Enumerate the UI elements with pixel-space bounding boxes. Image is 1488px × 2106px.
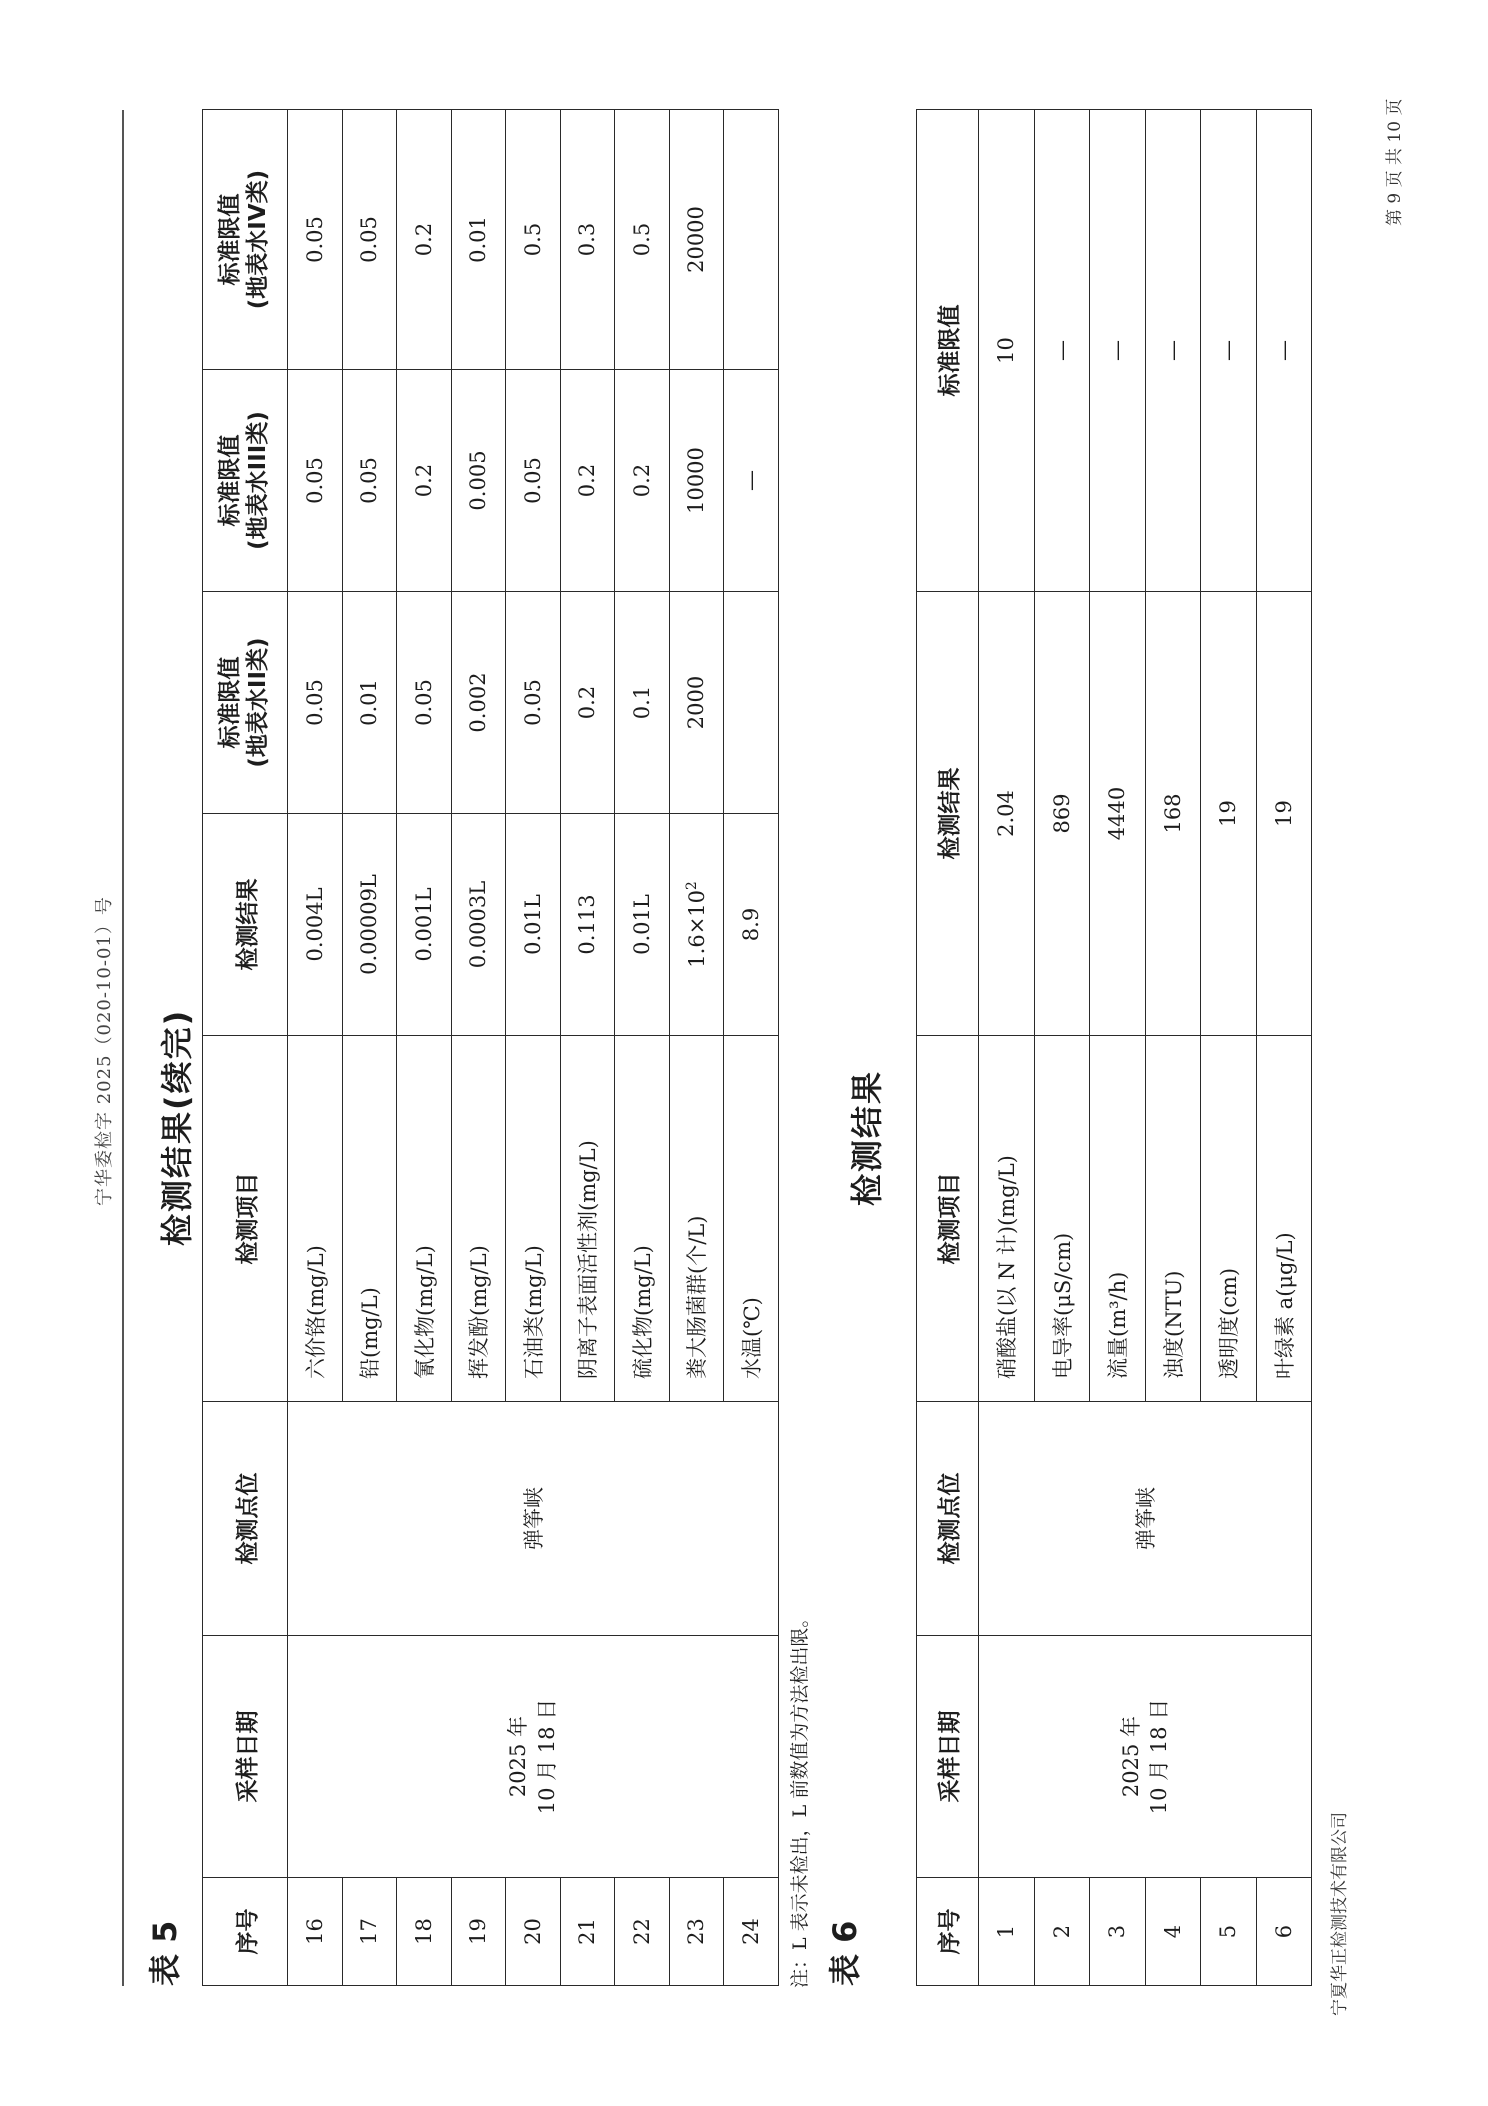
limit-class-ii: 0.05 — [288, 592, 343, 814]
col-header-result: 检测结果 — [203, 814, 288, 1036]
document-number: 宁华委检字 2025（020-10-01）号 — [94, 896, 115, 1206]
standard-limit: — — [1256, 110, 1312, 592]
limit-class-iv: 0.05 — [342, 110, 397, 370]
result-exponent: 2 — [683, 881, 700, 890]
col-header-item: 检测项目 — [203, 1036, 288, 1402]
test-item: 六价铬(mg/L) — [288, 1036, 343, 1402]
row-number: 18 — [397, 1878, 452, 1986]
test-result: 0.00009L — [342, 814, 397, 1036]
row-number: 21 — [560, 1878, 615, 1986]
limit-class-iii: 0.05 — [506, 370, 561, 592]
limit-class-iii: 0.05 — [342, 370, 397, 592]
limit-class-iii: 0.2 — [397, 370, 452, 592]
limit-class-ii — [724, 592, 779, 814]
limit-class-ii: 0.1 — [615, 592, 670, 814]
test-result: 19 — [1201, 592, 1257, 1036]
col-header-limit-ii: 标准限值 (地表水II类) — [203, 592, 288, 814]
limit-class-ii: 2000 — [669, 592, 724, 814]
standard-limit: — — [1145, 110, 1201, 592]
col-header-site: 检测点位 — [203, 1402, 288, 1636]
row-number: 5 — [1201, 1878, 1257, 1986]
test-item: 氰化物(mg/L) — [397, 1036, 452, 1402]
limit-class-iii: 0.2 — [560, 370, 615, 592]
table6-title: 检测结果 — [848, 1069, 886, 1206]
limit-class-ii: 0.2 — [560, 592, 615, 814]
row-number: 4 — [1145, 1878, 1201, 1986]
standard-limit: 10 — [979, 110, 1035, 592]
limit-class-iv: 0.3 — [560, 110, 615, 370]
limit-class-iv: 0.5 — [506, 110, 561, 370]
test-item: 石油类(mg/L) — [506, 1036, 561, 1402]
table5-note: 注：L 表示未检出，L 前数值为方法检出限。 — [789, 1608, 811, 1988]
test-result: 0.001L — [397, 814, 452, 1036]
test-item: 阴离子表面活性剂(mg/L) — [560, 1036, 615, 1402]
row-number: 19 — [451, 1878, 506, 1986]
limit-class-iii: 0.2 — [615, 370, 670, 592]
table-row — [979, 110, 1035, 1986]
test-result: 8.9 — [724, 814, 779, 1036]
table6-header-row — [917, 110, 979, 1986]
test-item: 流量(m³/h) — [1090, 1036, 1146, 1402]
limit-class-ii: 0.01 — [342, 592, 397, 814]
sample-site: 弹筝峡 — [979, 1402, 1312, 1636]
standard-limit: — — [1034, 110, 1090, 592]
table5-label: 表 5 — [146, 1920, 184, 1986]
test-item: 叶绿素 a(μg/L) — [1256, 1036, 1312, 1402]
standard-limit: — — [1090, 110, 1146, 592]
test-result: 0.01L — [506, 814, 561, 1036]
col-header-limit-iv: 标准限值 (地表水IV类) — [203, 110, 288, 370]
table6-label: 表 6 — [826, 1920, 864, 1986]
test-item: 水温(℃) — [724, 1036, 779, 1402]
test-item: 粪大肠菌群(个/L) — [669, 1036, 724, 1402]
limit-class-ii: 0.05 — [397, 592, 452, 814]
col-header-sample-date: 采样日期 — [203, 1636, 288, 1878]
footer-page-number: 第 9 页 共 10 页 — [1385, 98, 1405, 226]
row-number: 23 — [669, 1878, 724, 1986]
col-header-no: 序号 — [203, 1878, 288, 1986]
limit-class-iii: 0.005 — [451, 370, 506, 592]
row-number: 24 — [724, 1878, 779, 1986]
result-base: 1.6×10 — [684, 889, 709, 968]
col-header-result: 检测结果 — [917, 592, 979, 1036]
row-number: 2 — [1034, 1878, 1090, 1986]
test-item: 电导率(μS/cm) — [1034, 1036, 1090, 1402]
footer-company: 宁夏华正检测技术有限公司 — [1330, 1812, 1350, 2016]
row-number: 3 — [1090, 1878, 1146, 1986]
row-number: 22 — [615, 1878, 670, 1986]
test-result: 869 — [1034, 592, 1090, 1036]
test-result: 168 — [1145, 592, 1201, 1036]
test-item: 挥发酚(mg/L) — [451, 1036, 506, 1402]
col-header-limit-iii: 标准限值 (地表水III类) — [203, 370, 288, 592]
limit-class-iv: 0.05 — [288, 110, 343, 370]
standard-limit: — — [1201, 110, 1257, 592]
col-header-limit: 标准限值 — [917, 110, 979, 592]
table5-title: 检测结果(续完) — [158, 1008, 196, 1246]
sample-date: 2025 年 10 月 18 日 — [288, 1636, 779, 1878]
limit-class-iv: 20000 — [669, 110, 724, 370]
row-number: 6 — [1256, 1878, 1312, 1986]
col-header-item: 检测项目 — [917, 1036, 979, 1402]
row-number: 1 — [979, 1878, 1035, 1986]
test-item: 浊度(NTU) — [1145, 1036, 1201, 1402]
header-rule — [122, 110, 124, 1986]
limit-class-iii: 0.05 — [288, 370, 343, 592]
limit-class-ii: 0.002 — [451, 592, 506, 814]
test-item: 硫化物(mg/L) — [615, 1036, 670, 1402]
table6 — [916, 109, 1312, 1986]
limit-class-iii: — — [724, 370, 779, 592]
col-header-sample-date: 采样日期 — [917, 1636, 979, 1878]
test-result: 0.004L — [288, 814, 343, 1036]
test-item: 铅(mg/L) — [342, 1036, 397, 1402]
col-header-no: 序号 — [917, 1878, 979, 1986]
test-result: 4440 — [1090, 592, 1146, 1036]
limit-class-iv — [724, 110, 779, 370]
test-result: 0.113 — [560, 814, 615, 1036]
col-header-site: 检测点位 — [917, 1402, 979, 1636]
limit-class-iii: 10000 — [669, 370, 724, 592]
sample-date: 2025 年 10 月 18 日 — [979, 1636, 1312, 1878]
limit-class-iv: 0.2 — [397, 110, 452, 370]
limit-class-iv: 0.01 — [451, 110, 506, 370]
row-number: 17 — [342, 1878, 397, 1986]
table5 — [202, 109, 779, 1986]
test-result: 19 — [1256, 592, 1312, 1036]
test-result: 0.0003L — [451, 814, 506, 1036]
limit-class-iv: 0.5 — [615, 110, 670, 370]
test-result: 0.01L — [615, 814, 670, 1036]
table-row — [288, 110, 343, 1986]
limit-class-ii: 0.05 — [506, 592, 561, 814]
table5-header-row — [203, 110, 288, 1986]
row-number: 16 — [288, 1878, 343, 1986]
row-number: 20 — [506, 1878, 561, 1986]
sample-site: 弹筝峡 — [288, 1402, 779, 1636]
test-item: 透明度(cm) — [1201, 1036, 1257, 1402]
test-result: 2.04 — [979, 592, 1035, 1036]
test-item: 硝酸盐(以 N 计)(mg/L) — [979, 1036, 1035, 1402]
test-result — [669, 814, 724, 1036]
